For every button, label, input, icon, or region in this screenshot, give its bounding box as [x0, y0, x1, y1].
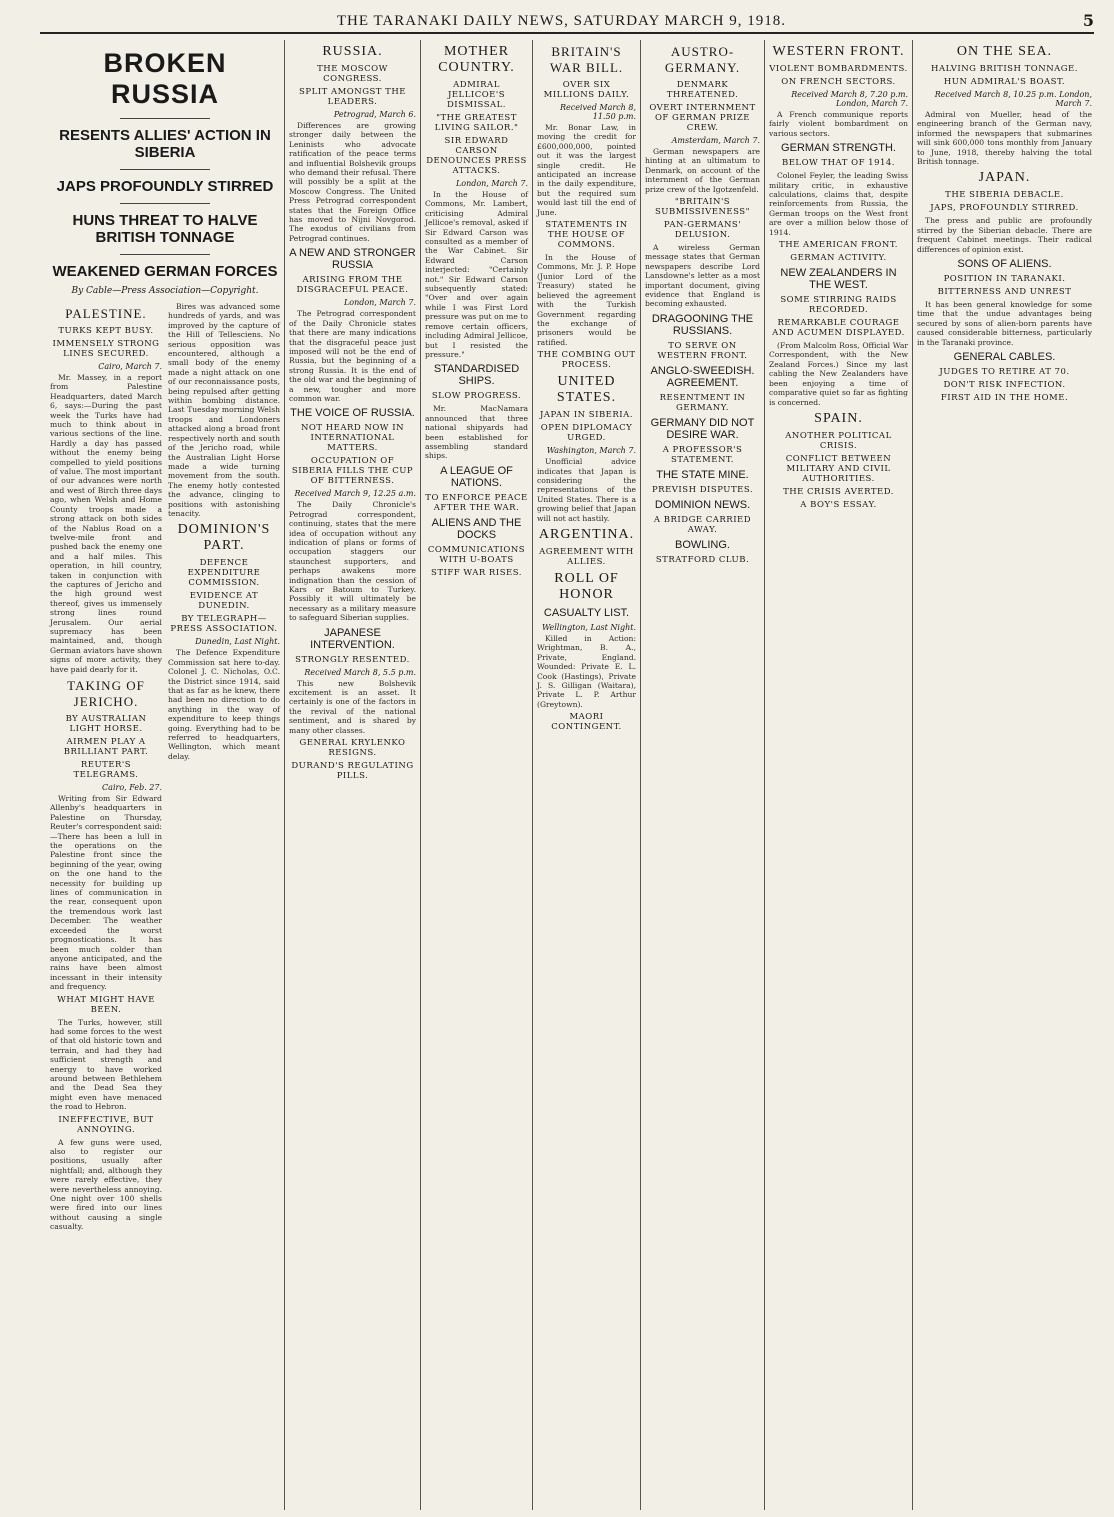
austro-germany-body: German newspapers are hinting at an ultimatum to Denmark, on account of the internment of the German prize crew of the Igotzenfeld. — [645, 147, 760, 194]
league-of-nations-sub: TO ENFORCE PEACE AFTER THE WAR. — [425, 492, 528, 513]
column-4 — [532, 40, 640, 1510]
column-5 — [640, 40, 764, 1510]
jericho-head: TAKING OF JERICHO. — [67, 678, 145, 709]
on-the-sea-sub2: HUN ADMIRAL'S BOAST. — [943, 77, 1066, 87]
western-front-sub2: ON FRENCH SECTORS. — [781, 77, 896, 87]
lead-headline: BROKEN RUSSIA — [103, 48, 227, 109]
japanese-intervention-body: This new Bolshevik excitement is an asset. It certainly is one of the factors in the revival of the national sentiment, and is shared by many other classes. — [289, 678, 416, 735]
might-have-been-head: WHAT MIGHT HAVE BEEN. — [57, 994, 155, 1015]
casualty-list-head: CASUALTY LIST. — [543, 606, 630, 619]
jericho-dateline: Cairo, Feb. 27. — [102, 783, 162, 792]
german-activity-head: GERMAN ACTIVITY. — [790, 253, 887, 264]
united-states-body: Unofficial advice indicates that Japan is considering the representations of the United States. There is a growing belief that Japan will not act hastily. — [537, 457, 636, 523]
crisis-averted-head: THE CRISIS AVERTED. — [783, 486, 894, 497]
column-2 — [284, 40, 420, 1510]
masthead — [40, 6, 1094, 34]
on-the-sea-sub1: HALVING BRITISH TONNAGE. — [931, 64, 1078, 74]
bowling-head: BOWLING. — [674, 538, 730, 551]
column-1 — [46, 40, 284, 1510]
japan-head: JAPAN. — [978, 170, 1031, 186]
voice-of-russia-sub2: OCCUPATION OF SIBERIA FILLS THE CUP OF BITTERNESS. — [291, 456, 414, 487]
austro-germany-sub2: OVERT INTERNMENT OF GERMAN PRIZE CREW. — [649, 103, 756, 133]
western-front-body: A French communique reports fairly violent bombardment on various sectors. — [769, 110, 908, 138]
jericho-body: Writing from Sir Edward Allenby's headquarters in Palestine on Thursday, Reuter's correspondent said:—There has been a lull in the operations on the Palestine front since the beginning of the year, owing on the one hand to the necessity for building up lines of communication in the rear, consequent upon the tremendous work last December. The weather exceeded the worst prognostications. It has been much colder than anyone anticipated, and the rains have been almost incessant in their intensity and frequency. — [50, 794, 162, 992]
submissiveness-body: A wireless German message states that German newspapers describe Lord Lansdowne's letter as a most important document, giving evidence that England is becoming exhausted. — [645, 243, 760, 309]
first-aid-head: FIRST AID IN THE HOME. — [940, 393, 1069, 404]
standardised-ships-head: STANDARDISED SHIPS. — [433, 363, 520, 388]
war-bill-dateline: Received March 8, 11.50 p.m. — [559, 103, 636, 121]
mother-country-sub3: SIR EDWARD CARSON DENOUNCES PRESS ATTACKS. — [426, 136, 527, 176]
on-the-sea-body: Admiral von Mueller, head of the engineering branch of the German navy, informed the newspapers that submarines will sink 600,000 tons monthly from January to June, 1918, thereby halving the total British tonnage. — [917, 110, 1092, 167]
palestine-body: Mr. Massey, in a report from Palestine Headquarters, dated March 6, says:—During the past week the Turks have had much to think about in various sections of the line. Hardly a day has passed without the enemy being compelled to yield positions of value. The most important of our advances were north and west of Birch three days ago, when Welsh and Home County troops made a strong attack on both sides of the Nablus Road on a twelve-mile front and pushed back the enemy one and a half miles. This operation, in hill country, taken in conjunction with the captures of Jericho and the high ground west thereof, gives us immensely strong lines round Jerusalem. Our aerial supremacy has been maintained, and, though German aviators have shown signs of more activity, they have paid dearly for it. — [50, 373, 162, 674]
argentina-head: ARGENTINA. — [538, 526, 635, 542]
lead-subheadline-2: JAPS PROFOUNDLY STIRRED — [56, 178, 274, 195]
germany-war-head: GERMANY DID NOT DESIRE WAR. — [650, 416, 755, 441]
western-front-sub1: VIOLENT BOMBARDMENTS. — [769, 64, 908, 74]
austro-germany-sub1: DENMARK THREATENED. — [666, 80, 739, 100]
ineffective-head: INEFFECTIVE, BUT ANNOYING. — [58, 1114, 154, 1135]
sons-of-aliens-sub1: POSITION IN TARANAKI. — [943, 274, 1066, 285]
japanese-intervention-dateline: Received March 8, 5.5 p.m. — [304, 667, 416, 677]
anglo-swedish-sub: RESENTMENT IN GERMANY. — [659, 392, 746, 413]
aliens-docks-head: ALIENS AND THE DOCKS — [431, 516, 522, 541]
germany-war-sub: A PROFESSOR'S STATEMENT. — [662, 444, 743, 465]
casualty-list-body: Killed in Action: Wrightman, B. A., Private, England. Wounded: Private E. L. Cook (Hastings), Private J. S. Gilligan (Waitara), Private L. P. Arthur (Greytown). — [537, 633, 636, 709]
submissiveness-head: "BRITAIN'S SUBMISSIVENESS" — [654, 197, 751, 218]
japanese-intervention-head: JAPANESE INTERVENTION. — [310, 626, 395, 651]
standardised-ships-body: Mr. MacNamara announced that three national shipyards had been established for assembling standard ships. — [425, 404, 528, 461]
spain-sub1: ANOTHER POLITICAL CRISIS. — [785, 430, 892, 451]
byline: By Cable—Press Association—Copyright. — [71, 286, 259, 296]
lead-subheadline-4: WEAKENED GERMAN FORCES — [52, 263, 278, 280]
war-bill-body: Mr. Bonar Law, in moving the credit for £600,000,000, pointed out it was the largest single credit. He anticipated an increase in the daily expenditure, but the required sum would last till the end of June. — [537, 123, 636, 217]
united-states-dateline: Washington, March 7. — [546, 446, 636, 456]
western-front-dateline: Received March 8, 7.20 p.m. London, March 7. — [791, 90, 908, 108]
russia-dateline: Petrograd, March 6. — [333, 110, 416, 119]
state-mine-sub: PREVISH DISPUTES. — [651, 484, 754, 495]
mother-country-head: MOTHER COUNTRY. — [438, 44, 515, 75]
nz-in-west-sub1: SOME STIRRING RAIDS RECORDED. — [780, 295, 897, 316]
aliens-docks-sub: COMMUNICATIONS WITH U-BOATS — [427, 544, 526, 565]
dominion-head: DOMINION'S PART. — [177, 522, 271, 554]
lead-subheadline-1: RESENTS ALLIES' ACTION IN SIBERIA — [59, 127, 271, 161]
japan-sub2: JAPS, PROFOUNDLY STIRRED. — [930, 203, 1079, 214]
judges-retire-head: JUDGES TO RETIRE AT 70. — [939, 367, 1070, 378]
dominion-news-head: DOMINION NEWS. — [654, 498, 751, 511]
nz-in-west-body: (From Malcolm Ross, Official War Correspondent, with the New Zealand Forces.) Since my last cabling the New Zealanders have been enjoying a time of comparative quiet so far as fighting is concerned. — [769, 341, 908, 407]
roll-of-honor-head: ROLL OF HONOR — [554, 570, 619, 602]
league-of-nations-head: A LEAGUE OF NATIONS. — [440, 464, 513, 489]
newspaper-title: THE TARANAKI DAILY NEWS, SATURDAY MARCH 9, 1918. — [336, 13, 787, 29]
stiff-war-rises-head: STIFF WAR RISES. — [431, 567, 522, 578]
lead-subcol-left — [50, 302, 162, 1235]
sons-of-aliens-sub2: BITTERNESS AND UNREST — [937, 287, 1072, 298]
stronger-russia-head: A NEW AND STRONGER RUSSIA — [289, 247, 416, 272]
spain-sub2: CONFLICT BETWEEN MILITARY AND CIVIL AUTHORITIES. — [785, 453, 892, 484]
western-front-head: WESTERN FRONT. — [772, 44, 905, 59]
anglo-swedish-head: ANGLO-SWEEDISH. AGREEMENT. — [650, 364, 755, 389]
jericho-sub3: REUTER'S TELEGRAMS. — [73, 760, 139, 780]
russia-sub1: THE MOSCOW CONGRESS. — [317, 64, 388, 84]
jericho-sub1: BY AUSTRALIAN LIGHT HORSE. — [65, 714, 147, 734]
divider — [120, 118, 210, 119]
war-bill-sub: OVER SIX MILLIONS DAILY. — [543, 80, 630, 100]
palestine-body-continued: Bires was advanced some hundreds of yards, and was improved by the capture of the Hill of Tellesciens. No serious opposition was encountered, although a small body of the enemy made a night attack on one of our reconnaissance posts, being repulsed after getting within bombing distance. Last Tuesday morning Welsh troops and Londoners attacked along a broad front respectively north and south of the Jericho road, while the Australian Light Horse made a wide turning movement from the south. The enemy hotly contested the advance, clinging to positions with astonishing tenacity. — [168, 302, 280, 518]
sons-of-aliens-body: It has been general knowledge for some time that the undue advantages being secured by sons of alien-born parents have caused considerable bitterness, particularly in the Taranaki province. — [917, 300, 1092, 347]
voice-of-russia-dateline: Received March 9, 12.25 a.m. — [294, 489, 416, 499]
japan-sub1: THE SIBERIA DEBACLE. — [945, 190, 1064, 201]
united-states-sub2: OPEN DIPLOMACY URGED. — [540, 423, 633, 444]
columns — [46, 40, 1096, 1510]
page-number: 5 — [1082, 11, 1094, 30]
combing-out-head: THE COMBING OUT PROCESS. — [537, 350, 636, 371]
lead-body — [50, 302, 280, 1235]
nz-in-west-head: NEW ZEALANDERS IN THE WEST. — [780, 267, 897, 292]
mother-country-sub1: ADMIRAL JELLICOE'S DISMISSAL. — [446, 80, 507, 110]
jericho-sub2: AIRMEN PLAY A BRILLIANT PART. — [63, 737, 149, 757]
lead-subheadline-3: HUNS THREAT TO HALVE BRITISH TONNAGE — [72, 212, 258, 246]
stronger-russia-dateline: London, March 7. — [343, 298, 416, 308]
mother-country-sub2: "THE GREATEST LIVING SAILOR." — [434, 113, 519, 133]
japan-body: The press and public are profoundly stirred by the Siberian debacle. There are frequent Cabinet meetings. Their radical differences of opinion exist. — [917, 216, 1092, 254]
palestine-sub2: IMMENSELY STRONG LINES SECURED. — [52, 339, 160, 359]
russia-body: Differences are growing stronger daily between the Leninists who advocate ratification of the peace terms and influential Bolshevik groups who demand their refusal. There will possibly be a split at the Moscow Congress. The United Press Petrograd correspondent states that the Foreign Office has moved to Nijni Novgorod. The exodus of civilians from Petrograd continues. — [289, 121, 416, 243]
column-3 — [420, 40, 532, 1510]
standardised-ships-sub: SLOW PROGRESS. — [431, 391, 522, 402]
lead-subcol-right — [168, 302, 280, 1235]
argentina-sub: AGREEMENT WITH ALLIES. — [539, 546, 634, 567]
dont-risk-infection-head: DON'T RISK INFECTION. — [943, 380, 1066, 391]
dragooning-head: DRAGOONING THE RUSSIANS. — [651, 312, 754, 337]
on-the-sea-head: ON THE SEA. — [956, 44, 1053, 59]
voice-of-russia-body: The Daily Chronicle's Petrograd correspondent, continuing, states that the mere idea of occupation without any indication of plans or forms of occupation staggers our staunchest supporters, and perhaps awakens more indignation than the cession of Kars or Batoum to Turkey. Possibly it will ultimately be necessary as a military measure to safeguard Siberian supplies. — [289, 500, 416, 623]
dominion-news-sub: A BRIDGE CARRIED AWAY. — [653, 514, 752, 535]
submissiveness-sub: PAN-GERMANS' DELUSION. — [663, 220, 742, 241]
might-have-been-body: The Turks, however, still had some forces to the west of that old historic town and terrain, and had they had sufficient strength and energy to have worked around between Bethlehem and the Dead Sea they might even have menaced the road to Hebron. — [50, 1017, 162, 1112]
austro-germany-head: AUSTRO-GERMANY. — [664, 44, 741, 75]
dominion-sub2: EVIDENCE AT DUNEDIN. — [189, 591, 259, 612]
dominion-sub1: DEFENCE EXPENDITURE COMMISSION. — [187, 558, 261, 589]
house-of-commons-head: STATEMENTS IN THE HOUSE OF COMMONS. — [545, 220, 628, 251]
maori-contingent-head: MAORI CONTINGENT. — [551, 712, 622, 733]
german-strength-body: Colonel Feyler, the leading Swiss military critic, in exhaustive calculations, claims that, despite reinforcements from Russia, the German troops on the West front are over a million below those of 1914. — [769, 171, 908, 237]
bowling-sub: STRATFORD CLUB. — [655, 554, 750, 565]
house-of-commons-body: In the House of Commons, Mr. J. P. Hope (Junior Lord of the Treasury) stated he believed the agreement with the Turkish Government regarding the exchange of prisoners would be ratified. — [537, 253, 636, 347]
palestine-sub1: TURKS KEPT BUSY. — [58, 326, 154, 336]
mother-country-dateline: London, March 7. — [455, 179, 528, 188]
krylenko-head: GENERAL KRYLENKO RESIGNS. — [299, 738, 406, 759]
state-mine-head: THE STATE MINE. — [656, 468, 749, 481]
dragooning-sub: TO SERVE ON WESTERN FRONT. — [657, 340, 748, 361]
stronger-russia-sub: ARISING FROM THE DISGRACEFUL PEACE. — [296, 275, 409, 296]
divider — [120, 169, 210, 170]
on-the-sea-dateline: Received March 8, 10.25 p.m. London, March 7. — [934, 90, 1092, 108]
japanese-intervention-sub: STRONGLY RESENTED. — [295, 654, 410, 665]
column-6 — [764, 40, 912, 1510]
american-front-head: THE AMERICAN FRONT. — [779, 240, 898, 251]
voice-of-russia-head: THE VOICE OF RUSSIA. — [290, 407, 415, 420]
stronger-russia-body: The Petrograd correspondent of the Daily Chronicle states that there are many indications that the disgraceful peace just imposed will not be the end of Russia, but the beginning of a strong Russia. It is the end of the old war and the beginning of a new, tougher and more common war. — [289, 309, 416, 403]
russia-sub2: SPLIT AMONGST THE LEADERS. — [299, 87, 406, 107]
ineffective-body: A few guns were used, also to register our positions, usually after nightfall; and, although they were rarely effective, they were nevertheless annoying. One night over 100 shells were fired into our lines without causing a single casualty. — [50, 1137, 162, 1232]
united-states-sub1: JAPAN IN SIBERIA. — [540, 410, 633, 421]
german-strength-sub: BELOW THAT OF 1914. — [781, 158, 896, 169]
spain-head: SPAIN. — [814, 410, 863, 426]
austro-germany-dateline: Amsterdam, March 7. — [671, 136, 760, 145]
durand-head: DURAND'S REGULATING PILLS. — [291, 761, 414, 782]
voice-of-russia-sub1: NOT HEARD NOW IN INTERNATIONAL MATTERS. — [300, 423, 405, 454]
general-cables-head: GENERAL CABLES. — [953, 351, 1056, 364]
divider — [120, 254, 210, 255]
german-strength-head: GERMAN STRENGTH. — [781, 142, 896, 155]
column-7 — [912, 40, 1096, 1510]
united-states-head: UNITED STATES. — [556, 374, 617, 406]
dominion-sub3: BY TELEGRAPH—PRESS ASSOCIATION. — [170, 614, 278, 635]
palestine-dateline: Cairo, March 7. — [98, 362, 162, 371]
palestine-head: PALESTINE. — [65, 306, 147, 321]
dominion-dateline: Dunedin, Last Night. — [195, 637, 280, 647]
dominion-body: The Defence Expenditure Commission sat here to-day. Colonel J. C. Nicholas, O.C. the District since 1914, said that as far as he knew, there had been no direction to do anything in the way of expenditure to keep things going. Everything had to be referred to headquarters, Wellington, which meant delay. — [168, 648, 280, 761]
nz-in-west-sub2: REMARKABLE COURAGE AND ACUMEN DISPLAYED. — [772, 318, 905, 339]
boys-essay-head: A BOY'S ESSAY. — [800, 499, 877, 510]
casualty-list-dateline: Wellington, Last Night. — [541, 622, 636, 632]
war-bill-head: BRITAIN'S WAR BILL. — [549, 44, 624, 75]
russia-head: RUSSIA. — [322, 44, 383, 59]
sons-of-aliens-head: SONS OF ALIENS. — [957, 258, 1052, 271]
divider — [120, 203, 210, 204]
mother-country-body: In the House of Commons, Mr. Lambert, criticising Admiral Jellicoe's removal, asked if Sir Edward Carson was consulted as a member of the War Cabinet. Sir Edward Carson interjected: "Certainly not." Sir Edward Carson subsequently stated: "Over and over again while I was First Lord pressure was put on me to remove certain officers, including Admiral Jellicoe, but I resisted the pressure." — [425, 190, 528, 359]
